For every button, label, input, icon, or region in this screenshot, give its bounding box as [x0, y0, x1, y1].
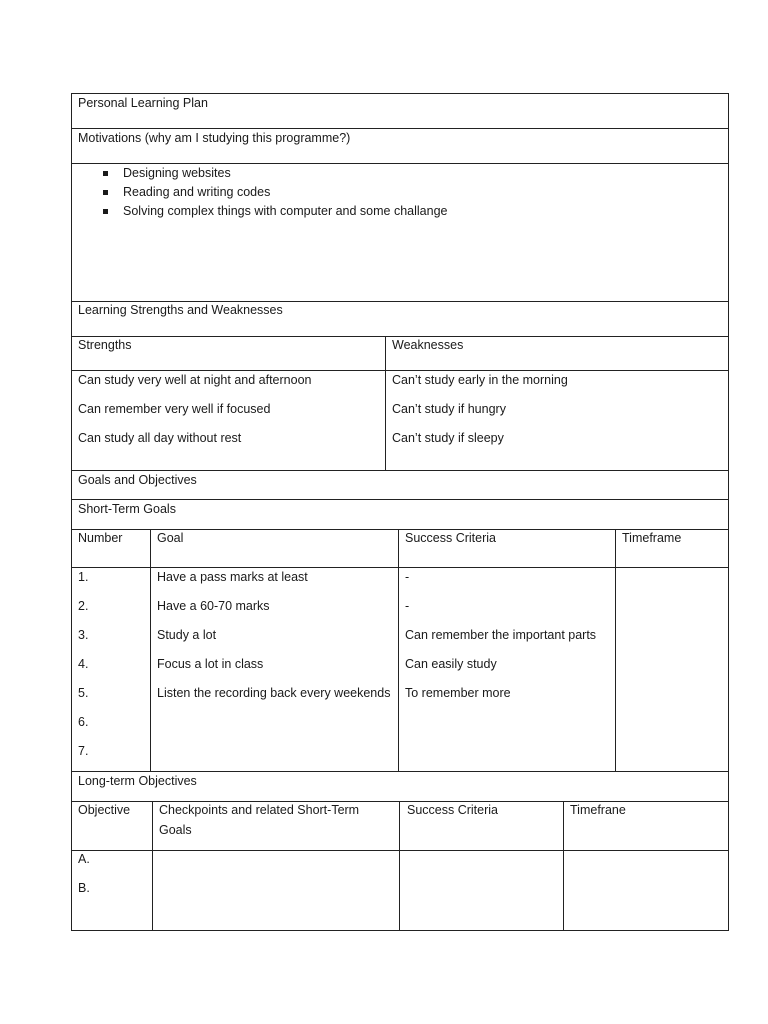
short-term-heading: Short-Term Goals [78, 502, 176, 516]
row-divider [71, 499, 729, 500]
goal-criteria: - [405, 570, 410, 584]
column-header-success-criteria: Success Criteria [405, 531, 496, 545]
row-divider [71, 567, 729, 568]
goal-criteria: - [405, 599, 410, 613]
column-divider [398, 529, 399, 771]
row-divider [71, 370, 729, 371]
strength-item: Can study very well at night and afternoon [78, 373, 312, 387]
goal-text: Focus a lot in class [157, 657, 264, 671]
column-header-objective: Objective [78, 803, 131, 817]
column-header-number: Number [78, 531, 123, 545]
motivation-item: Reading and writing codes [100, 183, 447, 202]
motivation-item: Designing websites [100, 164, 447, 183]
strengths-header: Strengths [78, 338, 132, 352]
strengths-weaknesses-heading: Learning Strengths and Weaknesses [78, 303, 283, 317]
goal-text: Have a 60-70 marks [157, 599, 270, 613]
weakness-item: Can’t study early in the morning [392, 373, 568, 387]
motivations-heading: Motivations (why am I studying this programme?) [78, 131, 351, 145]
row-divider [71, 470, 729, 471]
bullet-square-icon [103, 190, 108, 195]
plan-title: Personal Learning Plan [78, 96, 208, 110]
row-divider [71, 128, 729, 129]
goal-number: 5. [78, 686, 89, 700]
column-divider [399, 801, 400, 931]
column-header-timeframe: Timefrane [570, 803, 626, 817]
goal-number: 2. [78, 599, 89, 613]
column-divider [563, 801, 564, 931]
strength-item: Can remember very well if focused [78, 402, 271, 416]
goal-criteria: To remember more [405, 686, 511, 700]
goal-text: Have a pass marks at least [157, 570, 308, 584]
goal-number: 3. [78, 628, 89, 642]
goal-text: Study a lot [157, 628, 217, 642]
bullet-square-icon [103, 209, 108, 214]
long-term-heading: Long-term Objectives [78, 774, 197, 788]
column-header-timeframe: Timeframe [622, 531, 682, 545]
row-divider [71, 850, 729, 851]
goals-heading: Goals and Objectives [78, 473, 197, 487]
column-divider [152, 801, 153, 931]
weaknesses-header: Weaknesses [392, 338, 464, 352]
weakness-item: Can’t study if sleepy [392, 431, 504, 445]
column-header-success-criteria: Success Criteria [407, 803, 498, 817]
goal-number: 4. [78, 657, 89, 671]
goal-criteria: Can remember the important parts [405, 628, 597, 642]
strength-item: Can study all day without rest [78, 431, 242, 445]
goal-number: 1. [78, 570, 89, 584]
objective-label: B. [78, 881, 90, 895]
objective-label: A. [78, 852, 90, 866]
motivation-item: Solving complex things with computer and some challange [100, 202, 447, 221]
column-header-goal: Goal [157, 531, 184, 545]
bullet-square-icon [103, 171, 108, 176]
weakness-item: Can’t study if hungry [392, 402, 506, 416]
goal-text: Listen the recording back every weekends [157, 686, 391, 700]
row-divider [71, 771, 729, 772]
goal-number: 7. [78, 744, 89, 758]
column-divider [150, 529, 151, 771]
column-divider [615, 529, 616, 771]
motivations-list [100, 164, 447, 221]
goal-criteria: Can easily study [405, 657, 497, 671]
column-header-checkpoints: Checkpoints and related Short-Term Goals [159, 803, 360, 837]
column-divider [385, 336, 386, 470]
goal-number: 6. [78, 715, 89, 729]
